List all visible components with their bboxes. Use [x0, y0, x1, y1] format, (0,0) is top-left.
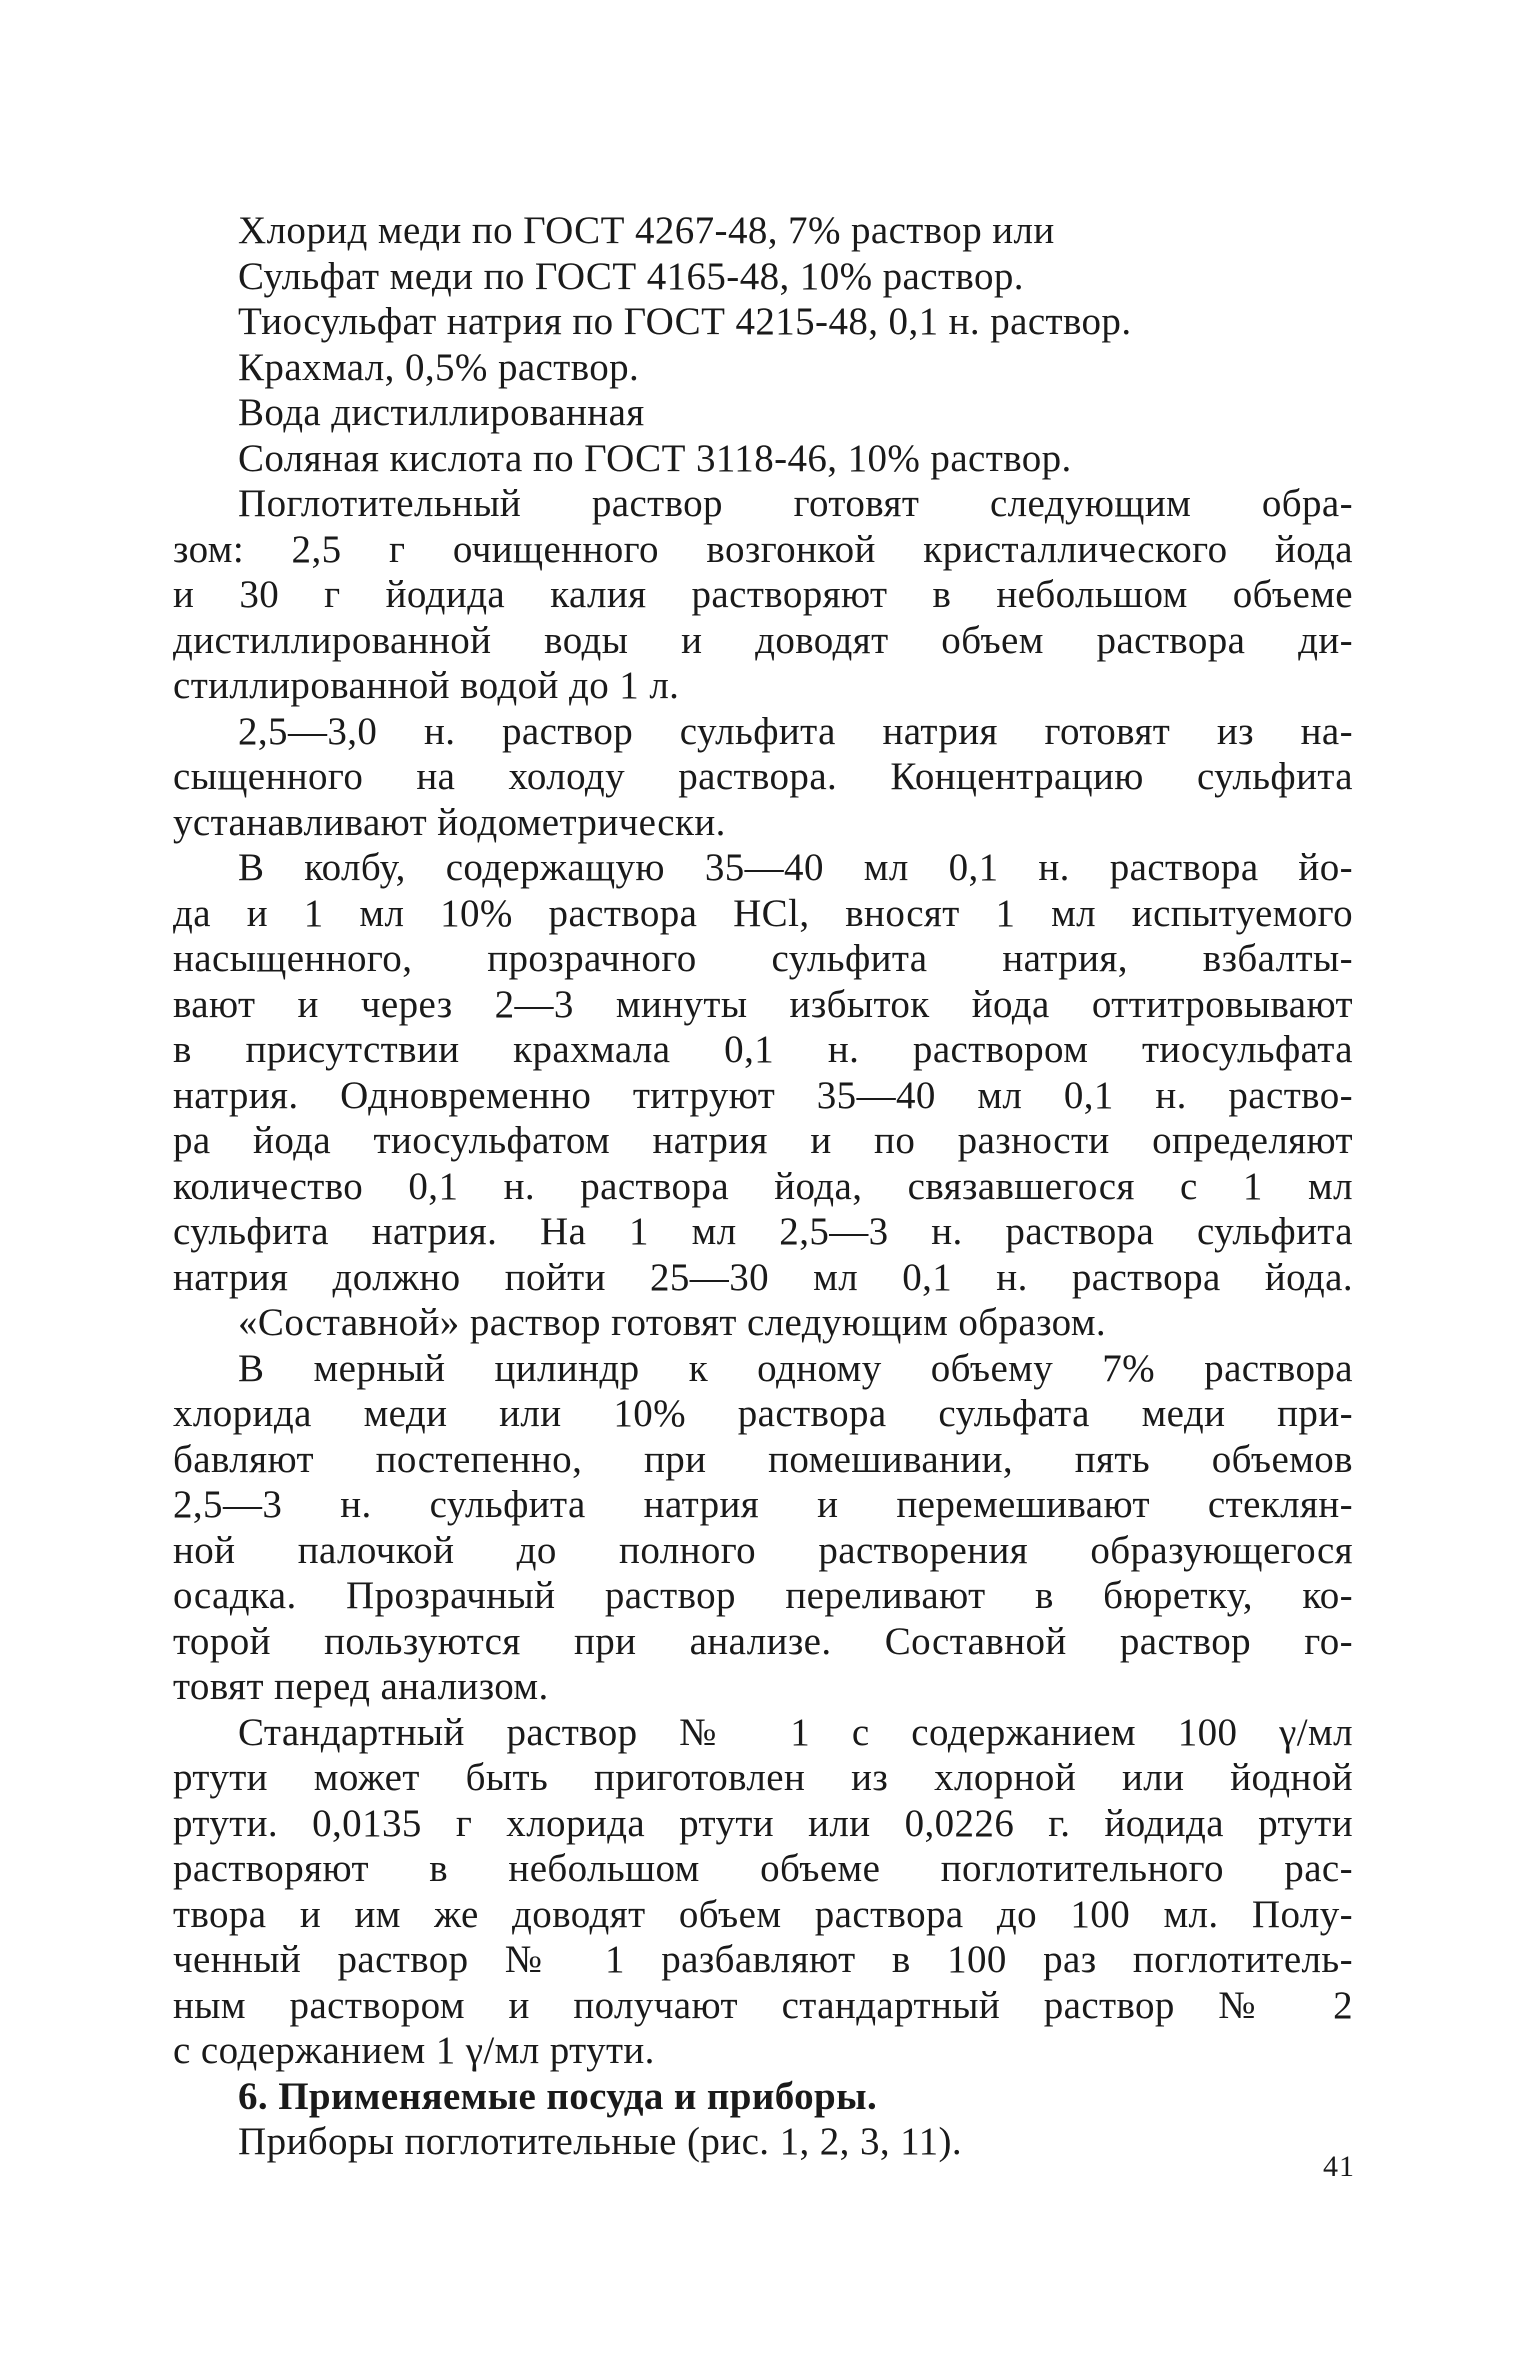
reagent-line: Сульфат меди по ГОСТ 4165-48, 10% раствор. — [238, 254, 1024, 298]
reagent-line: Вода дистиллированная — [238, 391, 645, 434]
text-line: товят перед анализом. — [173, 1665, 549, 1708]
paragraph-composite-solution — [173, 1346, 1353, 1710]
text-line: Поглотительный раствор готовят следующим обра- — [238, 482, 1353, 525]
text-line: В колбу, содержащую 35—40 мл 0,1 н. раствора йо- — [238, 846, 1353, 889]
reagent-line: Соляная кислота по ГОСТ 3118-46, 10% раствор. — [238, 436, 1072, 480]
paragraph-sulfite-solution — [173, 709, 1353, 846]
text-line: ченный раствор № 1 разбавляют в 100 раз поглотитель- — [173, 1938, 1353, 1981]
text-line: количество 0,1 н. раствора йода, связавшегося с 1 мл — [173, 1164, 1353, 1208]
paragraph-composite-intro — [173, 1300, 1353, 1346]
paragraph-standard-solution — [173, 1710, 1353, 2074]
text-line: растворяют в небольшом объеме поглотительного рас- — [173, 1847, 1353, 1890]
reagent-line: Тиосульфат натрия по ГОСТ 4215-48, 0,1 н. раствор. — [238, 300, 1132, 343]
text-line: 2,5—3,0 н. раствор сульфита натрия готовят из на- — [238, 709, 1353, 753]
text-line: хлорида меди или 10% раствора сульфата меди при- — [173, 1392, 1353, 1435]
text-line: ртути может быть приготовлен из хлорной или йодной — [173, 1756, 1353, 1799]
text-line: дистиллированной воды и доводят объем раствора ди- — [173, 618, 1353, 662]
section-body: Приборы поглотительные (рис. 1, 2, 3, 11). — [238, 2120, 963, 2163]
text-line: насыщенного, прозрачного сульфита натрия, взбалты- — [173, 937, 1353, 980]
text-line: устанавливают йодометрически. — [173, 800, 726, 844]
text-line: с содержанием 1 γ/мл ртути. — [173, 2029, 655, 2072]
text-line: торой пользуются при анализе. Составной раствор го- — [173, 1619, 1353, 1663]
text-line: да и 1 мл 10% раствора HCl, вносят 1 мл испытуемого — [173, 891, 1353, 935]
text-line: ным раствором и получают стандартный раствор № 2 — [173, 1983, 1353, 2027]
text-line: вают и через 2—3 минуты избыток йода оттитровывают — [173, 982, 1353, 1026]
text-line: ртути. 0,0135 г хлорида ртути или 0,0226 г. йодида ртути — [173, 1801, 1353, 1845]
text-line: ной палочкой до полного растворения образующегося — [173, 1528, 1353, 1572]
text-line: сыщенного на холоду раствора. Концентрацию сульфита — [173, 755, 1353, 798]
section-heading: 6. Применяемые посуда и приборы. — [238, 2074, 878, 2118]
text-line: ра йода тиосульфатом натрия и по разности определяют — [173, 1119, 1353, 1162]
text-line: осадка. Прозрачный раствор переливают в бюретку, ко- — [173, 1574, 1353, 1617]
text-line: в присутствии крахмала 0,1 н. раствором тиосульфата — [173, 1028, 1353, 1071]
page-number: 41 — [1323, 2150, 1355, 2183]
paragraph-absorbing-solution — [173, 481, 1353, 709]
text-line: сульфита натрия. На 1 мл 2,5—3 н. раствора сульфита — [173, 1210, 1353, 1253]
text-line: «Составной» раствор готовят следующим образом. — [238, 1301, 1107, 1344]
text-line: натрия. Одновременно титруют 35—40 мл 0,1 н. раство- — [173, 1073, 1353, 1117]
reagent-line: Хлорид меди по ГОСТ 4267-48, 7% раствор или — [238, 209, 1055, 252]
text-line: Стандартный раствор № 1 с содержанием 100 γ/мл — [238, 1710, 1353, 1754]
text-line: твора и им же доводят объем раствора до 100 мл. Полу- — [173, 1892, 1353, 1936]
text-line: и 30 г йодида калия растворяют в небольшом объеме — [173, 573, 1353, 616]
paragraph-titration — [173, 845, 1353, 1300]
reagent-line: Крахмал, 0,5% раствор. — [238, 345, 640, 389]
reagent-list — [173, 208, 1353, 481]
text-line: зом: 2,5 г очищенного возгонкой кристаллического йода — [173, 527, 1353, 571]
text-line: В мерный цилиндр к одному объему 7% раствора — [238, 1346, 1353, 1390]
text-line: 2,5—3 н. сульфита натрия и перемешивают стеклян- — [173, 1483, 1353, 1526]
text-line: натрия должно пойти 25—30 мл 0,1 н. раствора йода. — [173, 1255, 1353, 1299]
text-line: стиллированной водой до 1 л. — [173, 664, 680, 707]
page-text-block — [173, 208, 1353, 2165]
text-line: бавляют постепенно, при помешивании, пять объемов — [173, 1437, 1353, 1481]
